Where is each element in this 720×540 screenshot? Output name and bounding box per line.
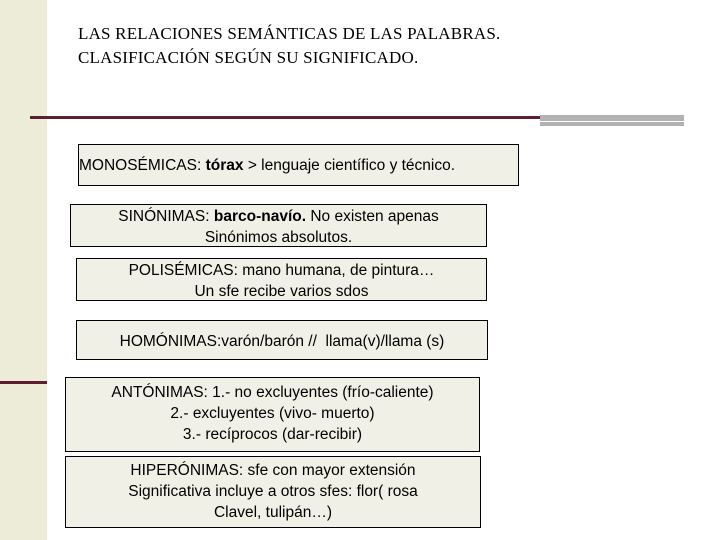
antonimas-line-2: 2.- excluyentes (vivo- muerto) <box>170 405 375 422</box>
hiperonimas-line-1: HIPERÓNIMAS: sfe con mayor extensión <box>130 462 416 479</box>
box-polisemicas <box>76 258 487 301</box>
monosemicas-text <box>79 157 455 174</box>
antonimas-line-1: ANTÓNIMAS: 1.- no excluyentes (frío-caliente) <box>111 384 434 401</box>
monosemicas-example: tórax <box>205 157 244 174</box>
title-divider-gray <box>540 111 684 126</box>
sinonimas-line-2: Sinónimos absolutos. <box>204 229 353 246</box>
hiperonimas-line-2: Significativa incluye a otros sfes: flor( rosa <box>128 483 418 500</box>
polisemicas-line-1: POLISÉMICAS: mano humana, de pintura… <box>128 262 435 279</box>
sinonimas-example: barco-navío. <box>213 208 307 225</box>
box-monosemicas <box>78 144 519 186</box>
sinonimas-line-1 <box>71 206 486 227</box>
box-antonimas <box>65 377 480 452</box>
box-hiperonimas <box>65 456 481 528</box>
sinonimas-rest: No existen apenas <box>306 208 439 225</box>
hiperonimas-line-3: Clavel, tulipán…) <box>213 504 333 521</box>
polisemicas-line-2: Un sfe recibe varios sdos <box>194 283 369 300</box>
title-line-1: LAS RELACIONES SEMÁNTICAS DE LAS PALABRAS. <box>78 24 501 43</box>
slide-title <box>78 22 500 70</box>
box-homonimas <box>76 320 488 360</box>
title-divider-dark <box>30 116 540 119</box>
left-accent-line <box>0 381 47 384</box>
antonimas-line-3: 3.- recíprocos (dar-recibir) <box>182 426 363 443</box>
sinonimas-prefix: SINÓNIMAS: <box>118 208 214 225</box>
left-decorative-band <box>0 0 47 540</box>
title-line-2: CLASIFICACIÓN SEGÚN SU SIGNIFICADO. <box>78 48 419 67</box>
monosemicas-rest: > lenguaje científico y técnico. <box>243 157 456 174</box>
monosemicas-prefix: MONOSÉMICAS: <box>79 157 206 174</box>
box-sinonimas <box>70 204 487 247</box>
homonimas-line-1: HOMÓNIMAS:varón/barón // llama(v)/llama (s) <box>119 333 445 350</box>
